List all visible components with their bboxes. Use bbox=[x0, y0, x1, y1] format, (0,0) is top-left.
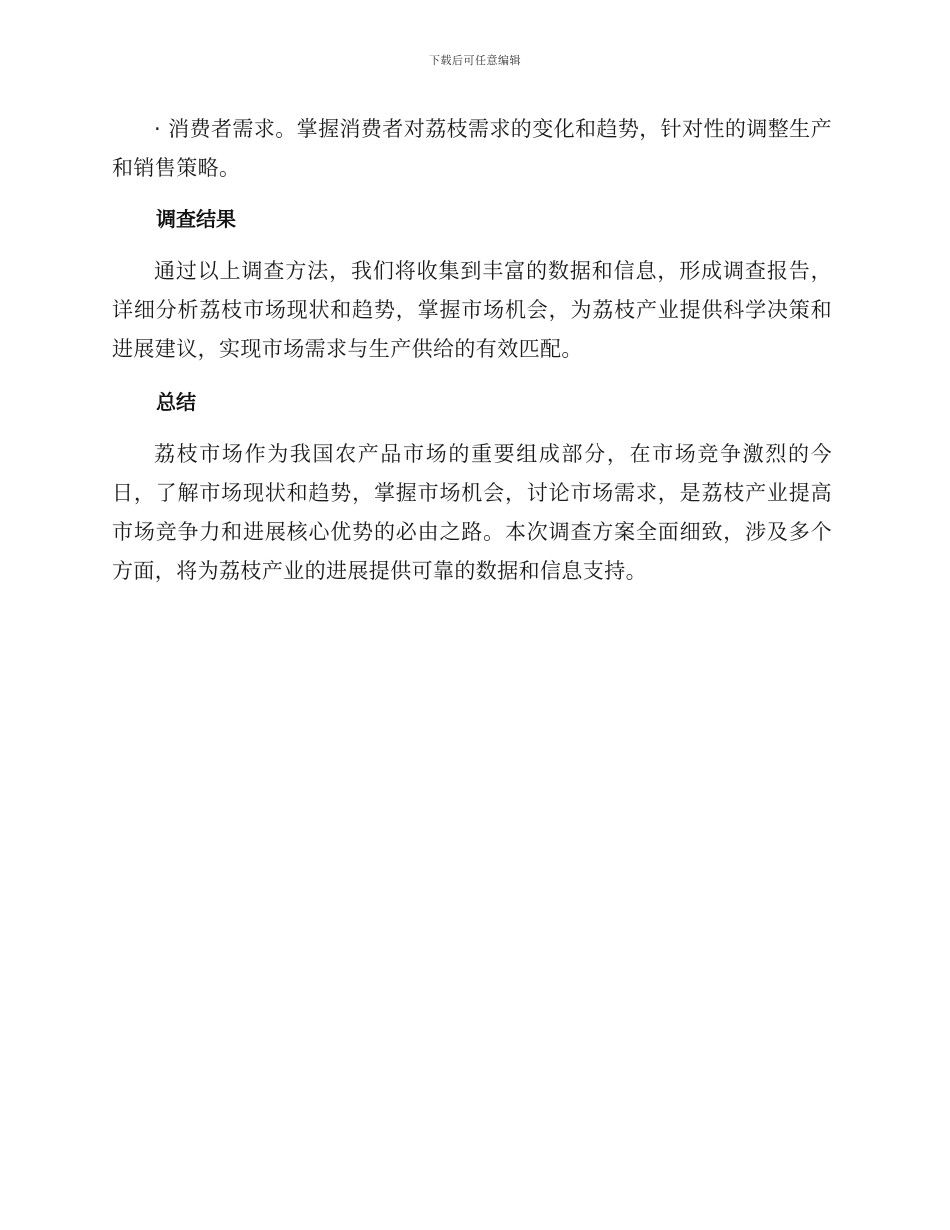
summary-heading: 总结 bbox=[156, 390, 196, 414]
consumer-demand-paragraph: · 消费者需求。掌握消费者对荔枝需求的变化和趋势，针对性的调整生产和销售策略。 bbox=[112, 117, 832, 180]
summary-paragraph: 荔枝市场作为我国农产品市场的重要组成部分，在市场竞争激烈的今日，了解市场现状和趋势，掌握市场机会，讨论市场需求，是荔枝产业提高市场竞争力和进展核心优势的必由之路。本次调查方案全面细致，涉及多个方面，将为荔枝产业的进展提供可靠的数据和信息支持。 bbox=[112, 442, 832, 583]
document-body bbox=[112, 110, 832, 607]
results-paragraph: 通过以上调查方法，我们将收集到丰富的数据和信息，形成调查报告，详细分析荔枝市场现状和趋势，掌握市场机会，为荔枝产业提供科学决策和进展建议，实现市场需求与生产供给的有效匹配。 bbox=[112, 259, 832, 361]
results-heading: 调查结果 bbox=[156, 207, 236, 231]
page-header: 下载后可任意编辑 bbox=[429, 54, 521, 67]
